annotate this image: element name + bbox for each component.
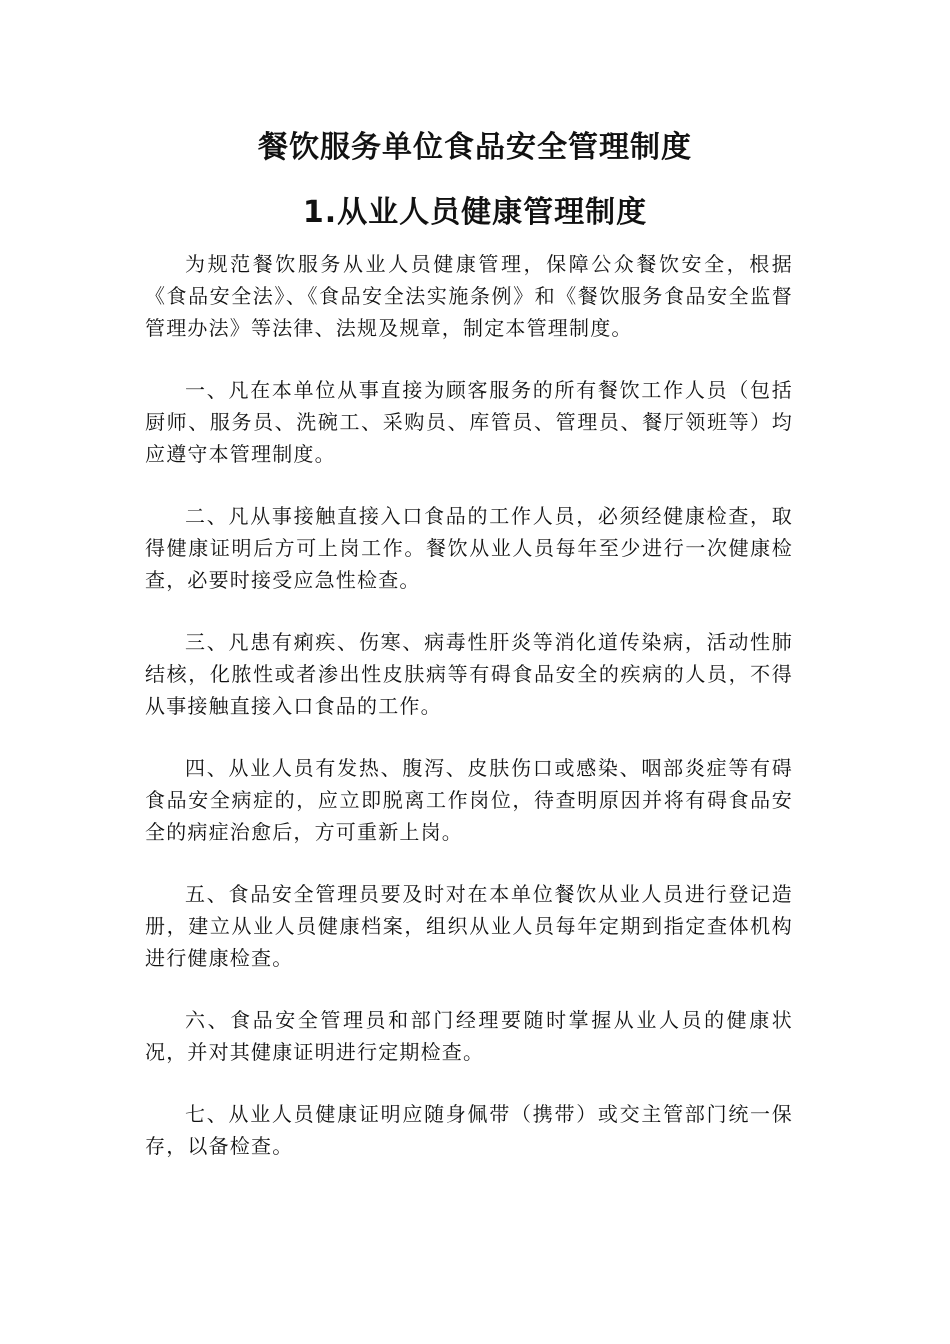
paragraph-intro: 为规范餐饮服务从业人员健康管理，保障公众餐饮安全，根据《食品安全法》、《食品安全法实施条例》和《餐饮服务食品安全监督管理办法》等法律、法规及规章，制定本管理制度。 — [145, 252, 793, 340]
paragraph-6: 六、食品安全管理员和部门经理要随时掌握从业人员的健康状况，并对其健康证明进行定期检查。 — [145, 1008, 793, 1064]
paragraph-2: 二、凡从事接触直接入口食品的工作人员，必须经健康检查，取得健康证明后方可上岗工作。餐饮从业人员每年至少进行一次健康检查，必要时接受应急性检查。 — [145, 504, 793, 592]
paragraph-7: 七、从业人员健康证明应随身佩带（携带）或交主管部门统一保存，以备检查。 — [145, 1102, 793, 1158]
document-title: 餐饮服务单位食品安全管理制度 — [258, 130, 692, 165]
paragraph-5: 五、食品安全管理员要及时对在本单位餐饮从业人员进行登记造册，建立从业人员健康档案，组织从业人员每年定期到指定查体机构进行健康检查。 — [145, 882, 793, 970]
paragraph-3: 三、凡患有痢疾、伤寒、病毒性肝炎等消化道传染病，活动性肺结核，化脓性或者渗出性皮肤病等有碍食品安全的疾病的人员，不得从事接触直接入口食品的工作。 — [145, 630, 793, 718]
paragraph-1: 一、凡在本单位从事直接为顾客服务的所有餐饮工作人员（包括厨师、服务员、洗碗工、采购员、库管员、管理员、餐厅领班等）均应遵守本管理制度。 — [145, 378, 793, 466]
document-body — [145, 248, 793, 1192]
paragraph-4: 四、从业人员有发热、腹泻、皮肤伤口或感染、咽部炎症等有碍食品安全病症的，应立即脱离工作岗位，待查明原因并将有碍食品安全的病症治愈后，方可重新上岗。 — [145, 756, 793, 844]
section-title: 1.从业人员健康管理制度 — [302, 195, 648, 230]
